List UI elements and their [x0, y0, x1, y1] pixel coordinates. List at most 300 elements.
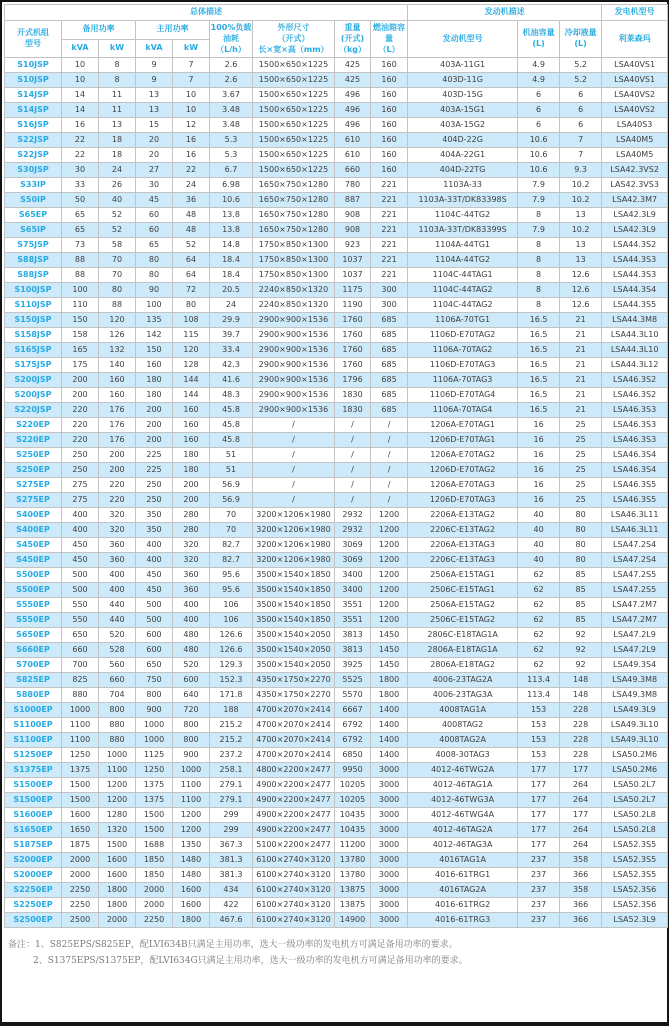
- cell-model[interactable]: S1375EP: [5, 763, 62, 778]
- cell-fuel-consumption: 56.9: [210, 478, 253, 493]
- cell-alternator-model: LSA47.2M7: [602, 613, 668, 628]
- cell-oil-capacity: 177: [518, 808, 560, 823]
- cell-fuel-tank: 221: [371, 193, 408, 208]
- cell-model[interactable]: S175JSP: [5, 358, 62, 373]
- cell-fuel-tank: 300: [371, 298, 408, 313]
- header-fuel-tank: 燃油箱容 量 （L）: [371, 21, 408, 58]
- cell-prime-kva: 1850: [136, 868, 173, 883]
- cell-prime-kw: 1200: [173, 808, 210, 823]
- cell-model[interactable]: S200JSP: [5, 373, 62, 388]
- cell-alternator-model: LSA52.3S5: [602, 868, 668, 883]
- cell-standby-kva: 2250: [62, 898, 99, 913]
- cell-prime-kw: 7: [173, 73, 210, 88]
- cell-weight: 496: [335, 103, 371, 118]
- cell-engine-model: 2206A-E13TAG3: [408, 538, 518, 553]
- cell-alternator-model: LSA44.3L10: [602, 328, 668, 343]
- cell-fuel-consumption: 467.6: [210, 913, 253, 928]
- cell-fuel-tank: /: [371, 448, 408, 463]
- cell-oil-capacity: 62: [518, 613, 560, 628]
- cell-alternator-model: LSA52.3S6: [602, 883, 668, 898]
- cell-coolant-capacity: 12.6: [560, 268, 602, 283]
- cell-alternator-model: LSA42.3L9: [602, 223, 668, 238]
- cell-dimensions: 1650×750×1280: [253, 178, 335, 193]
- cell-dimensions: 4900×2200×2477: [253, 808, 335, 823]
- cell-fuel-consumption: 188: [210, 703, 253, 718]
- cell-model[interactable]: S16JSP: [5, 118, 62, 133]
- cell-model[interactable]: S110JSP: [5, 298, 62, 313]
- cell-coolant-capacity: 5.2: [560, 58, 602, 73]
- cell-fuel-tank: 685: [371, 388, 408, 403]
- cell-alternator-model: LSA42.3M7: [602, 193, 668, 208]
- cell-fuel-tank: 685: [371, 358, 408, 373]
- cell-model[interactable]: S1650EP: [5, 823, 62, 838]
- cell-coolant-capacity: 6: [560, 88, 602, 103]
- cell-engine-model: 1206D-E70TAG3: [408, 493, 518, 508]
- cell-fuel-tank: 1450: [371, 628, 408, 643]
- cell-standby-kw: 160: [99, 388, 136, 403]
- cell-standby-kva: 14: [62, 103, 99, 118]
- cell-fuel-consumption: 381.3: [210, 868, 253, 883]
- cell-weight: /: [335, 478, 371, 493]
- cell-model[interactable]: S165JSP: [5, 343, 62, 358]
- cell-coolant-capacity: 7: [560, 148, 602, 163]
- cell-prime-kva: 400: [136, 538, 173, 553]
- cell-fuel-consumption: 41.6: [210, 373, 253, 388]
- cell-coolant-capacity: 228: [560, 718, 602, 733]
- cell-standby-kw: 1100: [99, 763, 136, 778]
- cell-prime-kva: 90: [136, 283, 173, 298]
- cell-standby-kva: 550: [62, 613, 99, 628]
- cell-standby-kva: 165: [62, 343, 99, 358]
- cell-fuel-tank: 1200: [371, 523, 408, 538]
- header-dimensions: 外形尺寸 （开式） 长×宽×高（mm）: [253, 21, 335, 58]
- cell-fuel-tank: 3000: [371, 838, 408, 853]
- cell-fuel-consumption: 6.7: [210, 163, 253, 178]
- cell-standby-kva: 250: [62, 463, 99, 478]
- cell-coolant-capacity: 80: [560, 538, 602, 553]
- cell-coolant-capacity: 25: [560, 433, 602, 448]
- cell-fuel-consumption: 6.98: [210, 178, 253, 193]
- cell-model[interactable]: S450EP: [5, 553, 62, 568]
- table-row: [5, 388, 668, 403]
- table-row: [5, 493, 668, 508]
- cell-model[interactable]: S33IP: [5, 178, 62, 193]
- cell-coolant-capacity: 148: [560, 673, 602, 688]
- cell-alternator-model: LSA44.3M8: [602, 313, 668, 328]
- cell-oil-capacity: 8: [518, 283, 560, 298]
- cell-alternator-model: LSA44.3S2: [602, 238, 668, 253]
- cell-alternator-model: LSA46.3S3: [602, 418, 668, 433]
- cell-fuel-tank: 3000: [371, 913, 408, 928]
- cell-standby-kw: 200: [99, 448, 136, 463]
- cell-prime-kva: 2250: [136, 913, 173, 928]
- cell-alternator-model: LSA40VS1: [602, 73, 668, 88]
- cell-coolant-capacity: 92: [560, 643, 602, 658]
- cell-oil-capacity: 16.5: [518, 343, 560, 358]
- cell-dimensions: /: [253, 448, 335, 463]
- cell-prime-kva: 650: [136, 658, 173, 673]
- cell-model[interactable]: S65EP: [5, 208, 62, 223]
- cell-oil-capacity: 237: [518, 853, 560, 868]
- cell-alternator-model: LSA49.3L10: [602, 733, 668, 748]
- cell-weight: 10435: [335, 808, 371, 823]
- cell-engine-model: 2506C-E15TAG2: [408, 613, 518, 628]
- cell-prime-kw: 360: [173, 568, 210, 583]
- cell-coolant-capacity: 13: [560, 208, 602, 223]
- cell-coolant-capacity: 10.2: [560, 223, 602, 238]
- cell-model[interactable]: S250EP: [5, 448, 62, 463]
- cell-engine-model: 1103A-33: [408, 178, 518, 193]
- cell-standby-kw: 220: [99, 493, 136, 508]
- cell-alternator-model: LSA44.3L12: [602, 358, 668, 373]
- cell-standby-kva: 400: [62, 508, 99, 523]
- cell-model[interactable]: S220EP: [5, 418, 62, 433]
- cell-oil-capacity: 40: [518, 508, 560, 523]
- cell-fuel-tank: 221: [371, 178, 408, 193]
- cell-standby-kva: 1500: [62, 778, 99, 793]
- cell-fuel-consumption: 5.3: [210, 133, 253, 148]
- cell-alternator-model: LSA49.3L9: [602, 703, 668, 718]
- cell-fuel-tank: 1200: [371, 553, 408, 568]
- cell-standby-kva: 2000: [62, 853, 99, 868]
- cell-fuel-tank: 3000: [371, 808, 408, 823]
- cell-model[interactable]: S1000EP: [5, 703, 62, 718]
- cell-model[interactable]: S250EP: [5, 463, 62, 478]
- cell-model[interactable]: S150JSP: [5, 313, 62, 328]
- cell-weight: 908: [335, 223, 371, 238]
- cell-fuel-consumption: 279.1: [210, 793, 253, 808]
- cell-model[interactable]: S2000EP: [5, 853, 62, 868]
- cell-dimensions: 2900×900×1536: [253, 313, 335, 328]
- cell-prime-kw: 640: [173, 688, 210, 703]
- cell-engine-model: 403A-11G1: [408, 58, 518, 73]
- cell-prime-kw: 720: [173, 703, 210, 718]
- cell-model[interactable]: S1600EP: [5, 808, 62, 823]
- header-prime-kw: kW: [173, 39, 210, 58]
- cell-oil-capacity: 16.5: [518, 328, 560, 343]
- cell-model[interactable]: S1250EP: [5, 748, 62, 763]
- cell-standby-kw: 1320: [99, 823, 136, 838]
- cell-weight: 3925: [335, 658, 371, 673]
- cell-prime-kw: 12: [173, 118, 210, 133]
- table-row: [5, 688, 668, 703]
- cell-engine-model: 4006-23TAG3A: [408, 688, 518, 703]
- cell-dimensions: 1750×850×1300: [253, 253, 335, 268]
- cell-model[interactable]: S30JSP: [5, 163, 62, 178]
- cell-fuel-consumption: 82.7: [210, 538, 253, 553]
- cell-oil-capacity: 16: [518, 448, 560, 463]
- cell-prime-kva: 800: [136, 688, 173, 703]
- cell-fuel-tank: 160: [371, 58, 408, 73]
- table-row: [5, 913, 668, 928]
- cell-dimensions: 2900×900×1536: [253, 388, 335, 403]
- table-row: [5, 328, 668, 343]
- cell-model[interactable]: S1100EP: [5, 733, 62, 748]
- cell-oil-capacity: 153: [518, 733, 560, 748]
- cell-model[interactable]: S500EP: [5, 583, 62, 598]
- cell-standby-kva: 22: [62, 133, 99, 148]
- cell-model[interactable]: S450EP: [5, 538, 62, 553]
- cell-weight: 9950: [335, 763, 371, 778]
- cell-prime-kw: 115: [173, 328, 210, 343]
- cell-weight: 6792: [335, 718, 371, 733]
- cell-weight: 3400: [335, 583, 371, 598]
- cell-model[interactable]: S75JSP: [5, 238, 62, 253]
- table-row: [5, 343, 668, 358]
- cell-model[interactable]: S550EP: [5, 613, 62, 628]
- cell-prime-kw: 120: [173, 343, 210, 358]
- cell-alternator-model: LSA46.3L11: [602, 523, 668, 538]
- cell-model[interactable]: S22JSP: [5, 148, 62, 163]
- cell-prime-kw: 24: [173, 178, 210, 193]
- cell-oil-capacity: 237: [518, 898, 560, 913]
- cell-prime-kw: 48: [173, 223, 210, 238]
- cell-standby-kva: 22: [62, 148, 99, 163]
- cell-oil-capacity: 8: [518, 298, 560, 313]
- cell-oil-capacity: 40: [518, 523, 560, 538]
- cell-model[interactable]: S2250EP: [5, 898, 62, 913]
- cell-prime-kw: 144: [173, 373, 210, 388]
- table-row: [5, 148, 668, 163]
- cell-weight: 1796: [335, 373, 371, 388]
- cell-alternator-model: LSA50.2L8: [602, 808, 668, 823]
- cell-model[interactable]: S220EP: [5, 433, 62, 448]
- cell-engine-model: 1106D-E70TAG4: [408, 388, 518, 403]
- cell-coolant-capacity: 264: [560, 823, 602, 838]
- cell-coolant-capacity: 13: [560, 253, 602, 268]
- cell-standby-kva: 158: [62, 328, 99, 343]
- cell-oil-capacity: 16.5: [518, 358, 560, 373]
- cell-fuel-tank: 1450: [371, 643, 408, 658]
- table-row: [5, 658, 668, 673]
- cell-standby-kw: 52: [99, 208, 136, 223]
- cell-engine-model: 4016TAG2A: [408, 883, 518, 898]
- cell-model[interactable]: S200JSP: [5, 388, 62, 403]
- cell-dimensions: 2240×850×1320: [253, 298, 335, 313]
- cell-dimensions: 2900×900×1536: [253, 343, 335, 358]
- cell-prime-kw: 280: [173, 508, 210, 523]
- cell-oil-capacity: 237: [518, 868, 560, 883]
- cell-model[interactable]: S700EP: [5, 658, 62, 673]
- cell-prime-kva: 1688: [136, 838, 173, 853]
- cell-dimensions: 4900×2200×2477: [253, 793, 335, 808]
- cell-fuel-consumption: 299: [210, 808, 253, 823]
- cell-standby-kva: 200: [62, 373, 99, 388]
- cell-coolant-capacity: 21: [560, 358, 602, 373]
- cell-weight: 1190: [335, 298, 371, 313]
- cell-standby-kva: 1875: [62, 838, 99, 853]
- cell-prime-kva: 150: [136, 343, 173, 358]
- cell-model[interactable]: S660EP: [5, 643, 62, 658]
- cell-model[interactable]: S400EP: [5, 508, 62, 523]
- table-row: [5, 238, 668, 253]
- cell-standby-kw: 176: [99, 403, 136, 418]
- cell-weight: 10205: [335, 778, 371, 793]
- cell-model[interactable]: S650EP: [5, 628, 62, 643]
- cell-coolant-capacity: 25: [560, 493, 602, 508]
- cell-standby-kva: 110: [62, 298, 99, 313]
- cell-model[interactable]: S1500EP: [5, 793, 62, 808]
- header-leroy-somer: 利莱森玛: [602, 21, 668, 58]
- spec-page: [2, 2, 667, 971]
- cell-model[interactable]: S1100EP: [5, 718, 62, 733]
- cell-standby-kva: 16: [62, 118, 99, 133]
- cell-prime-kw: 52: [173, 238, 210, 253]
- cell-standby-kva: 650: [62, 628, 99, 643]
- cell-coolant-capacity: 12.6: [560, 298, 602, 313]
- cell-coolant-capacity: 6: [560, 118, 602, 133]
- table-row: [5, 703, 668, 718]
- cell-oil-capacity: 16.5: [518, 373, 560, 388]
- spec-table-body: [5, 58, 668, 928]
- cell-standby-kw: 1280: [99, 808, 136, 823]
- cell-standby-kw: 400: [99, 583, 136, 598]
- cell-model[interactable]: S100JSP: [5, 283, 62, 298]
- cell-engine-model: 1103A-33T/DK83398S: [408, 193, 518, 208]
- cell-prime-kw: 180: [173, 448, 210, 463]
- cell-prime-kw: 320: [173, 553, 210, 568]
- cell-standby-kva: 30: [62, 163, 99, 178]
- cell-coolant-capacity: 25: [560, 448, 602, 463]
- cell-standby-kw: 1500: [99, 838, 136, 853]
- footnote-1: 备注：1、S825EPS/S825EP，配LVI634B只满足主用功率，选大一级功率的发电机方可满足备用功率的要求。: [8, 940, 458, 951]
- cell-model[interactable]: S275EP: [5, 478, 62, 493]
- cell-model[interactable]: S550EP: [5, 598, 62, 613]
- cell-engine-model: 2506C-E15TAG1: [408, 583, 518, 598]
- cell-prime-kva: 350: [136, 523, 173, 538]
- cell-standby-kw: 2000: [99, 913, 136, 928]
- cell-dimensions: 4700×2070×2414: [253, 718, 335, 733]
- cell-coolant-capacity: 92: [560, 628, 602, 643]
- cell-fuel-consumption: 215.2: [210, 733, 253, 748]
- cell-oil-capacity: 16.5: [518, 403, 560, 418]
- cell-alternator-model: LSA52.3L9: [602, 913, 668, 928]
- cell-fuel-tank: 3000: [371, 793, 408, 808]
- cell-fuel-consumption: 42.3: [210, 358, 253, 373]
- cell-standby-kw: 880: [99, 733, 136, 748]
- cell-alternator-model: LSA40VS2: [602, 103, 668, 118]
- cell-model[interactable]: S88JSP: [5, 253, 62, 268]
- cell-model[interactable]: S10JSP: [5, 58, 62, 73]
- cell-fuel-consumption: 171.8: [210, 688, 253, 703]
- cell-fuel-consumption: 70: [210, 508, 253, 523]
- cell-prime-kw: 200: [173, 478, 210, 493]
- cell-fuel-consumption: 3.48: [210, 103, 253, 118]
- cell-model[interactable]: S1875EP: [5, 838, 62, 853]
- cell-alternator-model: LSA52.3S5: [602, 853, 668, 868]
- cell-alternator-model: LSA46.3S4: [602, 448, 668, 463]
- cell-model[interactable]: S88JSP: [5, 268, 62, 283]
- cell-standby-kva: 50: [62, 193, 99, 208]
- cell-standby-kva: 1250: [62, 748, 99, 763]
- cell-oil-capacity: 237: [518, 883, 560, 898]
- cell-coolant-capacity: 80: [560, 523, 602, 538]
- cell-engine-model: 403D-15G: [408, 88, 518, 103]
- cell-model[interactable]: S500EP: [5, 568, 62, 583]
- cell-prime-kva: 600: [136, 628, 173, 643]
- cell-prime-kw: 80: [173, 298, 210, 313]
- table-row: [5, 463, 668, 478]
- cell-prime-kva: 13: [136, 88, 173, 103]
- cell-fuel-consumption: 95.6: [210, 583, 253, 598]
- cell-dimensions: 5100×2200×2477: [253, 838, 335, 853]
- table-row: [5, 718, 668, 733]
- cell-weight: 6850: [335, 748, 371, 763]
- cell-model[interactable]: S22JSP: [5, 133, 62, 148]
- cell-model[interactable]: S2500EP: [5, 913, 62, 928]
- table-row: [5, 283, 668, 298]
- cell-oil-capacity: 62: [518, 658, 560, 673]
- cell-coolant-capacity: 264: [560, 778, 602, 793]
- table-row: [5, 223, 668, 238]
- cell-engine-model: 1106D-E70TAG2: [408, 328, 518, 343]
- cell-alternator-model: LSA42.3VS2: [602, 163, 668, 178]
- cell-oil-capacity: 40: [518, 553, 560, 568]
- cell-dimensions: 4700×2070×2414: [253, 748, 335, 763]
- cell-weight: 496: [335, 118, 371, 133]
- cell-prime-kw: 1200: [173, 823, 210, 838]
- cell-model[interactable]: S14JSP: [5, 88, 62, 103]
- cell-fuel-consumption: 20.5: [210, 283, 253, 298]
- cell-model[interactable]: S220JSP: [5, 403, 62, 418]
- cell-model[interactable]: S14JSP: [5, 103, 62, 118]
- cell-dimensions: 1750×850×1300: [253, 268, 335, 283]
- cell-model[interactable]: S50IP: [5, 193, 62, 208]
- cell-dimensions: 1650×750×1280: [253, 208, 335, 223]
- cell-model[interactable]: S400EP: [5, 523, 62, 538]
- cell-weight: 2932: [335, 523, 371, 538]
- cell-model[interactable]: S880EP: [5, 688, 62, 703]
- cell-dimensions: 1500×650×1225: [253, 58, 335, 73]
- cell-fuel-consumption: 152.3: [210, 673, 253, 688]
- table-row: [5, 598, 668, 613]
- cell-alternator-model: LSA49.3M8: [602, 688, 668, 703]
- cell-model[interactable]: S10JSP: [5, 73, 62, 88]
- cell-engine-model: 1106D-E70TAG3: [408, 358, 518, 373]
- cell-model[interactable]: S2000EP: [5, 868, 62, 883]
- cell-coolant-capacity: 85: [560, 613, 602, 628]
- cell-model[interactable]: S65IP: [5, 223, 62, 238]
- cell-prime-kw: 1800: [173, 913, 210, 928]
- cell-standby-kw: 360: [99, 538, 136, 553]
- cell-oil-capacity: 7.9: [518, 193, 560, 208]
- table-row: [5, 163, 668, 178]
- cell-oil-capacity: 10.6: [518, 148, 560, 163]
- cell-prime-kw: 128: [173, 358, 210, 373]
- cell-prime-kva: 27: [136, 163, 173, 178]
- cell-engine-model: 1104C-44TG2: [408, 208, 518, 223]
- cell-model[interactable]: S275EP: [5, 493, 62, 508]
- cell-model[interactable]: S825EP: [5, 673, 62, 688]
- cell-model[interactable]: S158JSP: [5, 328, 62, 343]
- header-group-engine: 发动机描述: [408, 5, 602, 21]
- cell-oil-capacity: 16: [518, 478, 560, 493]
- cell-oil-capacity: 7.9: [518, 178, 560, 193]
- table-row: [5, 643, 668, 658]
- cell-prime-kw: 1100: [173, 793, 210, 808]
- cell-weight: 1760: [335, 328, 371, 343]
- cell-weight: 3069: [335, 553, 371, 568]
- cell-dimensions: 2240×850×1320: [253, 283, 335, 298]
- cell-standby-kw: 660: [99, 673, 136, 688]
- cell-alternator-model: LSA44.3L10: [602, 343, 668, 358]
- cell-fuel-tank: 1400: [371, 718, 408, 733]
- cell-oil-capacity: 8: [518, 253, 560, 268]
- cell-oil-capacity: 62: [518, 628, 560, 643]
- cell-model[interactable]: S2250EP: [5, 883, 62, 898]
- cell-model[interactable]: S1500EP: [5, 778, 62, 793]
- cell-fuel-consumption: 39.7: [210, 328, 253, 343]
